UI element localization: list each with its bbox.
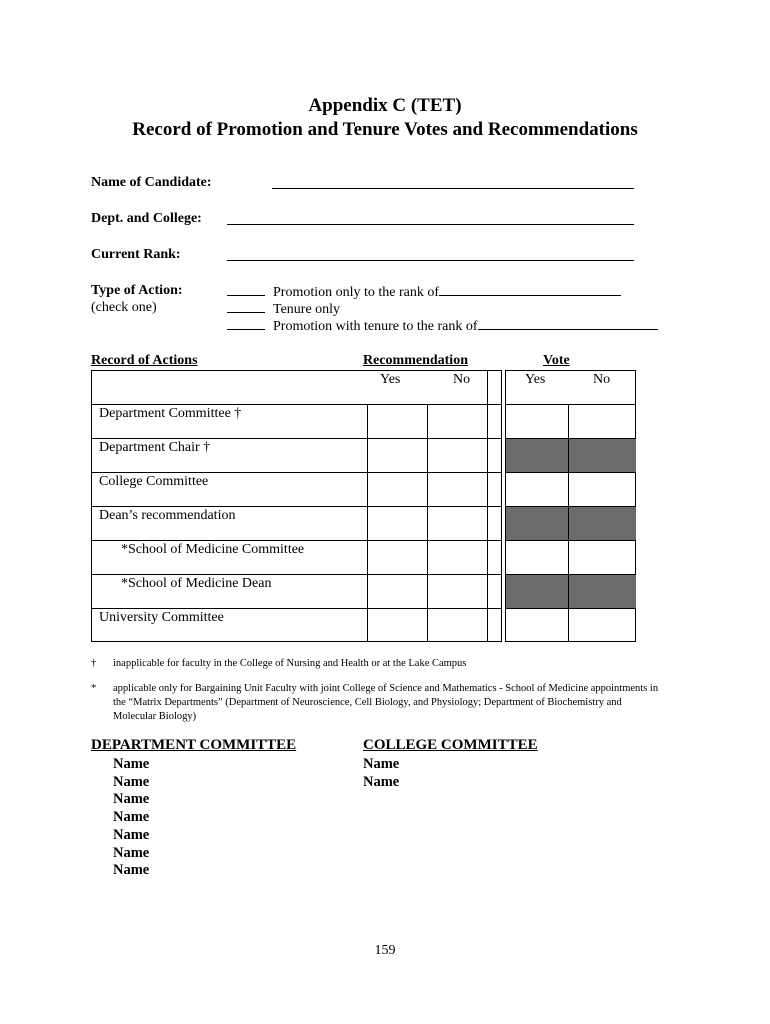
vote-yes-cell [506, 439, 568, 472]
vote-no-cell[interactable] [569, 609, 636, 642]
page-subtitle: Record of Promotion and Tenure Votes and Recommendations [132, 119, 638, 140]
action-option-promotion[interactable]: Promotion only to the rank of [227, 283, 621, 301]
vote-heading: Vote [543, 353, 570, 368]
department-committee-heading: DEPARTMENT COMMITTEE [91, 737, 297, 753]
vote-yes-cell[interactable] [506, 405, 568, 438]
vote-no-cell [569, 507, 636, 540]
vote-yes-header: Yes [525, 372, 546, 387]
footnote-star-text: applicable only for Bargaining Unit Faculty with joint College of Science and Mathematics - School of Medicine appointments in the “Matrix Departments” (Department of Neuroscience, Cell Biology, and Physiology; Department of Biochemistry and Molecular Biology) [113, 683, 659, 722]
recommendation-no-cell[interactable] [427, 438, 487, 472]
dept-college-field[interactable] [227, 224, 634, 225]
recommendation-heading: Recommendation [363, 353, 468, 368]
department-committee-name: Name [113, 809, 150, 826]
department-committee-name: Name [113, 844, 150, 861]
recommendation-yes-cell[interactable] [367, 404, 427, 438]
vote-no-cell [569, 439, 636, 472]
vote-no-cell[interactable] [569, 405, 636, 438]
table-row-label: Department Committee † [99, 406, 242, 421]
check-one-note: (check one) [91, 300, 157, 315]
recommendation-yes-cell[interactable] [367, 506, 427, 540]
page-title: Appendix C (TET) [308, 95, 462, 116]
check-blank[interactable] [227, 283, 265, 296]
recommendation-no-cell[interactable] [427, 574, 487, 608]
vote-no-cell[interactable] [569, 541, 636, 574]
recommendation-no-cell[interactable] [427, 404, 487, 438]
current-rank-field[interactable] [227, 260, 634, 261]
current-rank-label: Current Rank: [91, 247, 181, 262]
department-committee-name: Name [113, 773, 150, 790]
table-row-label: *School of Medicine Dean [121, 576, 272, 591]
vote-no-cell [569, 575, 636, 608]
recommendation-no-cell[interactable] [427, 540, 487, 574]
college-committee-name: Name [363, 773, 400, 790]
recommendation-yes-header: Yes [380, 372, 401, 387]
action-option-promotion-tenure[interactable]: Promotion with tenure to the rank of [227, 317, 658, 335]
vote-yes-cell [506, 575, 568, 608]
vote-no-header: No [593, 372, 611, 387]
table-row-label: Department Chair † [99, 440, 211, 455]
table-row-label: University Committee [99, 610, 224, 625]
dept-college-label: Dept. and College: [91, 211, 202, 226]
rank-field[interactable] [478, 317, 658, 330]
department-committee-name: Name [113, 756, 150, 772]
type-of-action-label: Type of Action: [91, 283, 183, 298]
footnote-dagger-mark: † [91, 658, 97, 669]
vote-yes-cell[interactable] [506, 541, 568, 574]
department-committee-name: Name [113, 862, 150, 879]
check-blank[interactable] [227, 300, 265, 313]
action-option-tenure[interactable]: Tenure only [227, 300, 340, 318]
page-number: 159 [374, 943, 396, 958]
name-of-candidate-label: Name of Candidate: [91, 175, 212, 190]
recommendation-yes-cell[interactable] [367, 608, 427, 642]
department-committee-name: Name [113, 791, 150, 808]
recommendation-no-header: No [453, 372, 471, 387]
department-committee-names [113, 756, 149, 880]
recommendation-no-cell[interactable] [427, 608, 487, 642]
footnote-dagger-text: inapplicable for faculty in the College of Nursing and Health or at the Lake Campus [113, 658, 467, 669]
college-committee-names [363, 756, 399, 791]
vote-yes-cell[interactable] [506, 609, 568, 642]
recommendation-yes-cell[interactable] [367, 574, 427, 608]
table-row-label: Dean’s recommendation [99, 508, 236, 523]
recommendation-yes-cell[interactable] [367, 540, 427, 574]
record-of-actions-heading: Record of Actions [91, 353, 198, 368]
recommendation-yes-cell[interactable] [367, 438, 427, 472]
college-committee-name: Name [363, 756, 400, 772]
recommendation-yes-cell[interactable] [367, 472, 427, 506]
vote-yes-cell[interactable] [506, 473, 568, 506]
vote-yes-cell [506, 507, 568, 540]
name-of-candidate-field[interactable] [272, 188, 634, 189]
footnote-star-mark: * [91, 683, 97, 694]
check-blank[interactable] [227, 317, 265, 330]
vote-no-cell[interactable] [569, 473, 636, 506]
recommendation-no-cell[interactable] [427, 506, 487, 540]
table-row-label: *School of Medicine Committee [121, 542, 305, 557]
table-row-label: College Committee [99, 474, 209, 489]
college-committee-heading: COLLEGE COMMITTEE [363, 737, 538, 753]
rank-field[interactable] [439, 283, 621, 296]
department-committee-name: Name [113, 826, 150, 843]
recommendation-no-cell[interactable] [427, 472, 487, 506]
